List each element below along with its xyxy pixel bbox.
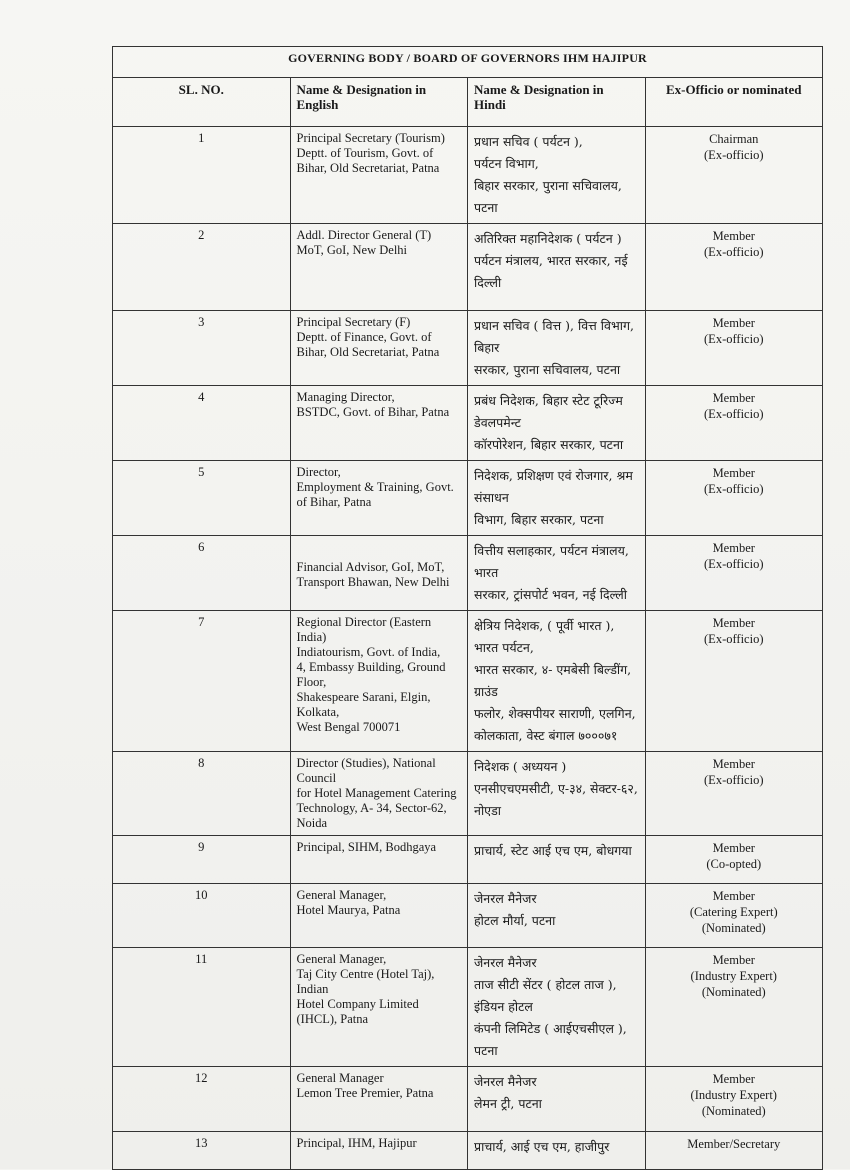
- cell-ex-officio: [645, 1132, 823, 1170]
- cell-name-hindi-line: लेमन ट्री, पटना: [474, 1096, 542, 1111]
- cell-name-english-line: Principal Secretary (F): [296, 315, 411, 329]
- cell-name-english-line: Addl. Director General (T): [296, 228, 432, 242]
- header-name-hindi: Name & Designation in Hindi: [468, 78, 646, 127]
- table-row: [113, 461, 823, 536]
- cell-ex-officio: [645, 461, 823, 536]
- cell-sl-no: 9: [113, 836, 291, 884]
- cell-ex-officio-line: (Ex-officio): [704, 773, 764, 787]
- cell-name-english-line: Financial Advisor, GoI, MoT,: [296, 560, 445, 574]
- cell-ex-officio: [645, 752, 823, 836]
- cell-ex-officio-line: Member: [712, 391, 755, 405]
- cell-ex-officio-line: (Co-opted): [706, 857, 762, 871]
- table-row: [113, 536, 823, 611]
- cell-ex-officio-line: Member: [712, 757, 755, 771]
- cell-name-english-line: Taj City Centre (Hotel Taj), Indian: [296, 967, 435, 996]
- cell-name-hindi: [468, 311, 646, 386]
- cell-name-hindi-line: प्रधान सचिव ( वित्त ), वित्त विभाग, बिहार: [474, 318, 634, 355]
- cell-name-english-line: Lemon Tree Premier, Patna: [296, 1086, 434, 1100]
- cell-ex-officio-line: Member: [712, 541, 755, 555]
- cell-ex-officio: [645, 836, 823, 884]
- cell-name-hindi-line: विभाग, बिहार सरकार, पटना: [474, 512, 604, 527]
- cell-ex-officio: [645, 948, 823, 1067]
- table-title: GOVERNING BODY / BOARD OF GOVERNORS IHM HAJIPUR: [113, 47, 823, 78]
- cell-name-english-line: Regional Director (Eastern India): [296, 615, 432, 644]
- governing-body-table: [112, 46, 823, 1170]
- cell-name-english: [290, 536, 468, 611]
- cell-name-hindi-line: क्षेत्रिय निदेशक, ( पूर्वी भारत ), भारत पर्यटन,: [474, 618, 615, 655]
- cell-name-hindi-line: बिहार सरकार, पुराना सचिवालय, पटना: [474, 178, 622, 215]
- cell-ex-officio-line: (Ex-officio): [704, 482, 764, 496]
- cell-ex-officio: [645, 611, 823, 752]
- cell-name-english-line: for Hotel Management Catering: [296, 786, 457, 800]
- cell-name-hindi: [468, 461, 646, 536]
- cell-ex-officio-line: Member: [712, 1072, 755, 1086]
- cell-ex-officio-line: Member: [712, 889, 755, 903]
- cell-name-hindi: [468, 611, 646, 752]
- cell-ex-officio-line: (Ex-officio): [704, 332, 764, 346]
- cell-name-english: [290, 948, 468, 1067]
- cell-ex-officio-line: (Ex-officio): [704, 557, 764, 571]
- cell-name-hindi-line: ताज सीटी सेंटर ( होटल ताज ), इंडियन होटल: [474, 977, 617, 1014]
- table-row: [113, 127, 823, 224]
- cell-name-hindi-line: प्रधान सचिव ( पर्यटन ),: [474, 134, 583, 149]
- cell-name-hindi-line: एनसीएचएमसीटी, ए-३४, सेक्टर-६२, नोएडा: [474, 781, 638, 818]
- cell-ex-officio: [645, 386, 823, 461]
- cell-name-english: [290, 311, 468, 386]
- cell-name-english: [290, 1067, 468, 1132]
- cell-sl-no: 1: [113, 127, 291, 224]
- cell-sl-no: 3: [113, 311, 291, 386]
- table-row: [113, 386, 823, 461]
- cell-name-english-line: Hotel Maurya, Patna: [296, 903, 401, 917]
- cell-name-hindi-line: होटल मौर्या, पटना: [474, 913, 556, 928]
- cell-name-english-line: General Manager: [296, 1071, 384, 1085]
- cell-name-hindi: [468, 224, 646, 311]
- cell-name-english-line: General Manager,: [296, 952, 387, 966]
- cell-ex-officio-line: (Ex-officio): [704, 148, 764, 162]
- table-row: [113, 948, 823, 1067]
- cell-name-hindi-line: निदेशक ( अध्ययन ): [474, 759, 567, 774]
- cell-name-hindi-line: जेनरल मैनेजर: [474, 955, 537, 970]
- cell-name-english-line: 4, Embassy Building, Ground Floor,: [296, 660, 446, 689]
- cell-name-hindi-line: जेनरल मैनेजर: [474, 891, 537, 906]
- cell-name-english: [290, 127, 468, 224]
- cell-sl-no: 12: [113, 1067, 291, 1132]
- table-row: [113, 884, 823, 948]
- cell-ex-officio-line: Member/Secretary: [687, 1137, 781, 1151]
- cell-ex-officio-line: (Ex-officio): [704, 245, 764, 259]
- cell-name-hindi-line: पर्यटन विभाग,: [474, 156, 539, 171]
- cell-name-english-line: Indiatourism, Govt. of India,: [296, 645, 441, 659]
- cell-name-english: [290, 611, 468, 752]
- cell-name-english-line: Principal, IHM, Hajipur: [296, 1136, 417, 1150]
- cell-ex-officio-line: Chairman: [709, 132, 759, 146]
- cell-sl-no: 8: [113, 752, 291, 836]
- cell-name-hindi-line: निदेशक, प्रशिक्षण एवं रोजगार, श्रम संसाधन: [474, 468, 633, 505]
- table-header-row: [113, 78, 823, 127]
- cell-name-english-line: Director (Studies), National Council: [296, 756, 436, 785]
- table-row: [113, 1067, 823, 1132]
- cell-name-hindi-line: कॉरपोरेशन, बिहार सरकार, पटना: [474, 437, 624, 452]
- header-name-english: Name & Designation in English: [290, 78, 468, 127]
- cell-name-english-line: Principal Secretary (Tourism): [296, 131, 445, 145]
- cell-name-hindi-line: कंपनी लिमिटेड ( आईएचसीएल ), पटना: [474, 1021, 627, 1058]
- cell-name-hindi: [468, 836, 646, 884]
- cell-ex-officio-line: Member: [712, 953, 755, 967]
- cell-ex-officio: [645, 311, 823, 386]
- cell-name-hindi-line: सरकार, ट्रांसपोर्ट भवन, नई दिल्ली: [474, 587, 627, 602]
- cell-name-english-line: Hotel Company Limited (IHCL), Patna: [296, 997, 419, 1026]
- cell-ex-officio-line: (Nominated): [701, 1104, 766, 1118]
- cell-ex-officio-line: (Nominated): [701, 985, 766, 999]
- cell-ex-officio-line: Member: [712, 841, 755, 855]
- cell-sl-no: 5: [113, 461, 291, 536]
- cell-name-hindi: [468, 948, 646, 1067]
- cell-name-english-line: Managing Director,: [296, 390, 395, 404]
- cell-ex-officio-line: (Industry Expert): [690, 969, 777, 983]
- cell-name-hindi-line: भारत सरकार, ४- एमबेसी बिल्डींग, ग्राउंड: [474, 662, 632, 699]
- cell-ex-officio-line: Member: [712, 466, 755, 480]
- cell-name-english-line: Director,: [296, 465, 341, 479]
- cell-ex-officio-line: (Ex-officio): [704, 407, 764, 421]
- table-row: [113, 836, 823, 884]
- cell-name-hindi: [468, 752, 646, 836]
- cell-ex-officio-line: (Catering Expert): [689, 905, 778, 919]
- table-row: [113, 311, 823, 386]
- cell-name-hindi-line: कोलकाता, वेस्ट बंगाल ७०००७१: [474, 728, 618, 743]
- cell-name-hindi-line: पर्यटन मंत्रालय, भारत सरकार, नई दिल्ली: [474, 253, 628, 290]
- table-row: [113, 1132, 823, 1170]
- cell-name-english: [290, 836, 468, 884]
- cell-name-hindi: [468, 386, 646, 461]
- cell-name-english-line: Employment & Training, Govt. of Bihar, Patna: [296, 480, 454, 509]
- cell-name-hindi-line: अतिरिक्त महानिदेशक ( पर्यटन ): [474, 231, 622, 246]
- cell-ex-officio-line: Member: [712, 616, 755, 630]
- table-row: [113, 752, 823, 836]
- cell-sl-no: 4: [113, 386, 291, 461]
- header-sl-no: SL. NO.: [113, 78, 291, 127]
- table-row: [113, 224, 823, 311]
- cell-sl-no: 6: [113, 536, 291, 611]
- cell-ex-officio-line: Member: [712, 316, 755, 330]
- header-ex-officio: Ex-Officio or nominated: [645, 78, 823, 127]
- cell-name-english-line: Principal, SIHM, Bodhgaya: [296, 840, 437, 854]
- cell-name-english-line: General Manager,: [296, 888, 387, 902]
- cell-name-english: [290, 386, 468, 461]
- cell-ex-officio: [645, 1067, 823, 1132]
- cell-name-hindi: [468, 884, 646, 948]
- cell-name-english-line: Deptt. of Finance, Govt. of Bihar, Old Secretariat, Patna: [296, 330, 440, 359]
- cell-name-hindi: [468, 1132, 646, 1170]
- table-title-row: [113, 47, 823, 78]
- cell-name-hindi-line: सरकार, पुराना सचिवालय, पटना: [474, 362, 621, 377]
- cell-ex-officio-line: (Ex-officio): [704, 632, 764, 646]
- cell-ex-officio: [645, 224, 823, 311]
- cell-sl-no: 13: [113, 1132, 291, 1170]
- cell-name-hindi-line: वित्तीय सलाहकार, पर्यटन मंत्रालय, भारत: [474, 543, 629, 580]
- cell-name-hindi-line: प्राचार्य, आई एच एम, हाजीपुर: [474, 1139, 610, 1154]
- cell-name-hindi-line: प्रबंध निदेशक, बिहार स्टेट टूरिज्म डेवलपमेन्ट: [474, 393, 623, 430]
- cell-name-hindi: [468, 1067, 646, 1132]
- cell-name-english-line: Technology, A- 34, Sector-62, Noida: [296, 801, 447, 830]
- cell-name-english: [290, 1132, 468, 1170]
- cell-ex-officio: [645, 127, 823, 224]
- cell-name-hindi: [468, 536, 646, 611]
- cell-sl-no: 10: [113, 884, 291, 948]
- cell-sl-no: 11: [113, 948, 291, 1067]
- cell-name-english-line: Transport Bhawan, New Delhi: [296, 575, 450, 589]
- cell-name-english: [290, 884, 468, 948]
- cell-name-english-line: Shakespeare Sarani, Elgin, Kolkata,: [296, 690, 431, 719]
- cell-name-hindi-line: जेनरल मैनेजर: [474, 1074, 537, 1089]
- cell-name-english: [290, 461, 468, 536]
- cell-ex-officio: [645, 536, 823, 611]
- cell-name-hindi: [468, 127, 646, 224]
- table-row: [113, 611, 823, 752]
- cell-name-english-line: BSTDC, Govt. of Bihar, Patna: [296, 405, 450, 419]
- cell-ex-officio-line: (Nominated): [701, 921, 766, 935]
- cell-name-hindi-line: प्राचार्य, स्टेट आई एच एम, बोधगया: [474, 843, 632, 858]
- cell-sl-no: 7: [113, 611, 291, 752]
- cell-name-english: [290, 752, 468, 836]
- cell-ex-officio-line: Member: [712, 229, 755, 243]
- cell-name-english-line: Deptt. of Tourism, Govt. of Bihar, Old Secretariat, Patna: [296, 146, 440, 175]
- cell-ex-officio: [645, 884, 823, 948]
- cell-sl-no: 2: [113, 224, 291, 311]
- cell-name-english-line: MoT, GoI, New Delhi: [296, 243, 408, 257]
- cell-name-hindi-line: फलोर, शेक्सपीयर साराणी, एलगिन,: [474, 706, 636, 721]
- cell-ex-officio-line: (Industry Expert): [690, 1088, 777, 1102]
- cell-name-english-line: West Bengal 700071: [296, 720, 401, 734]
- cell-name-english: [290, 224, 468, 311]
